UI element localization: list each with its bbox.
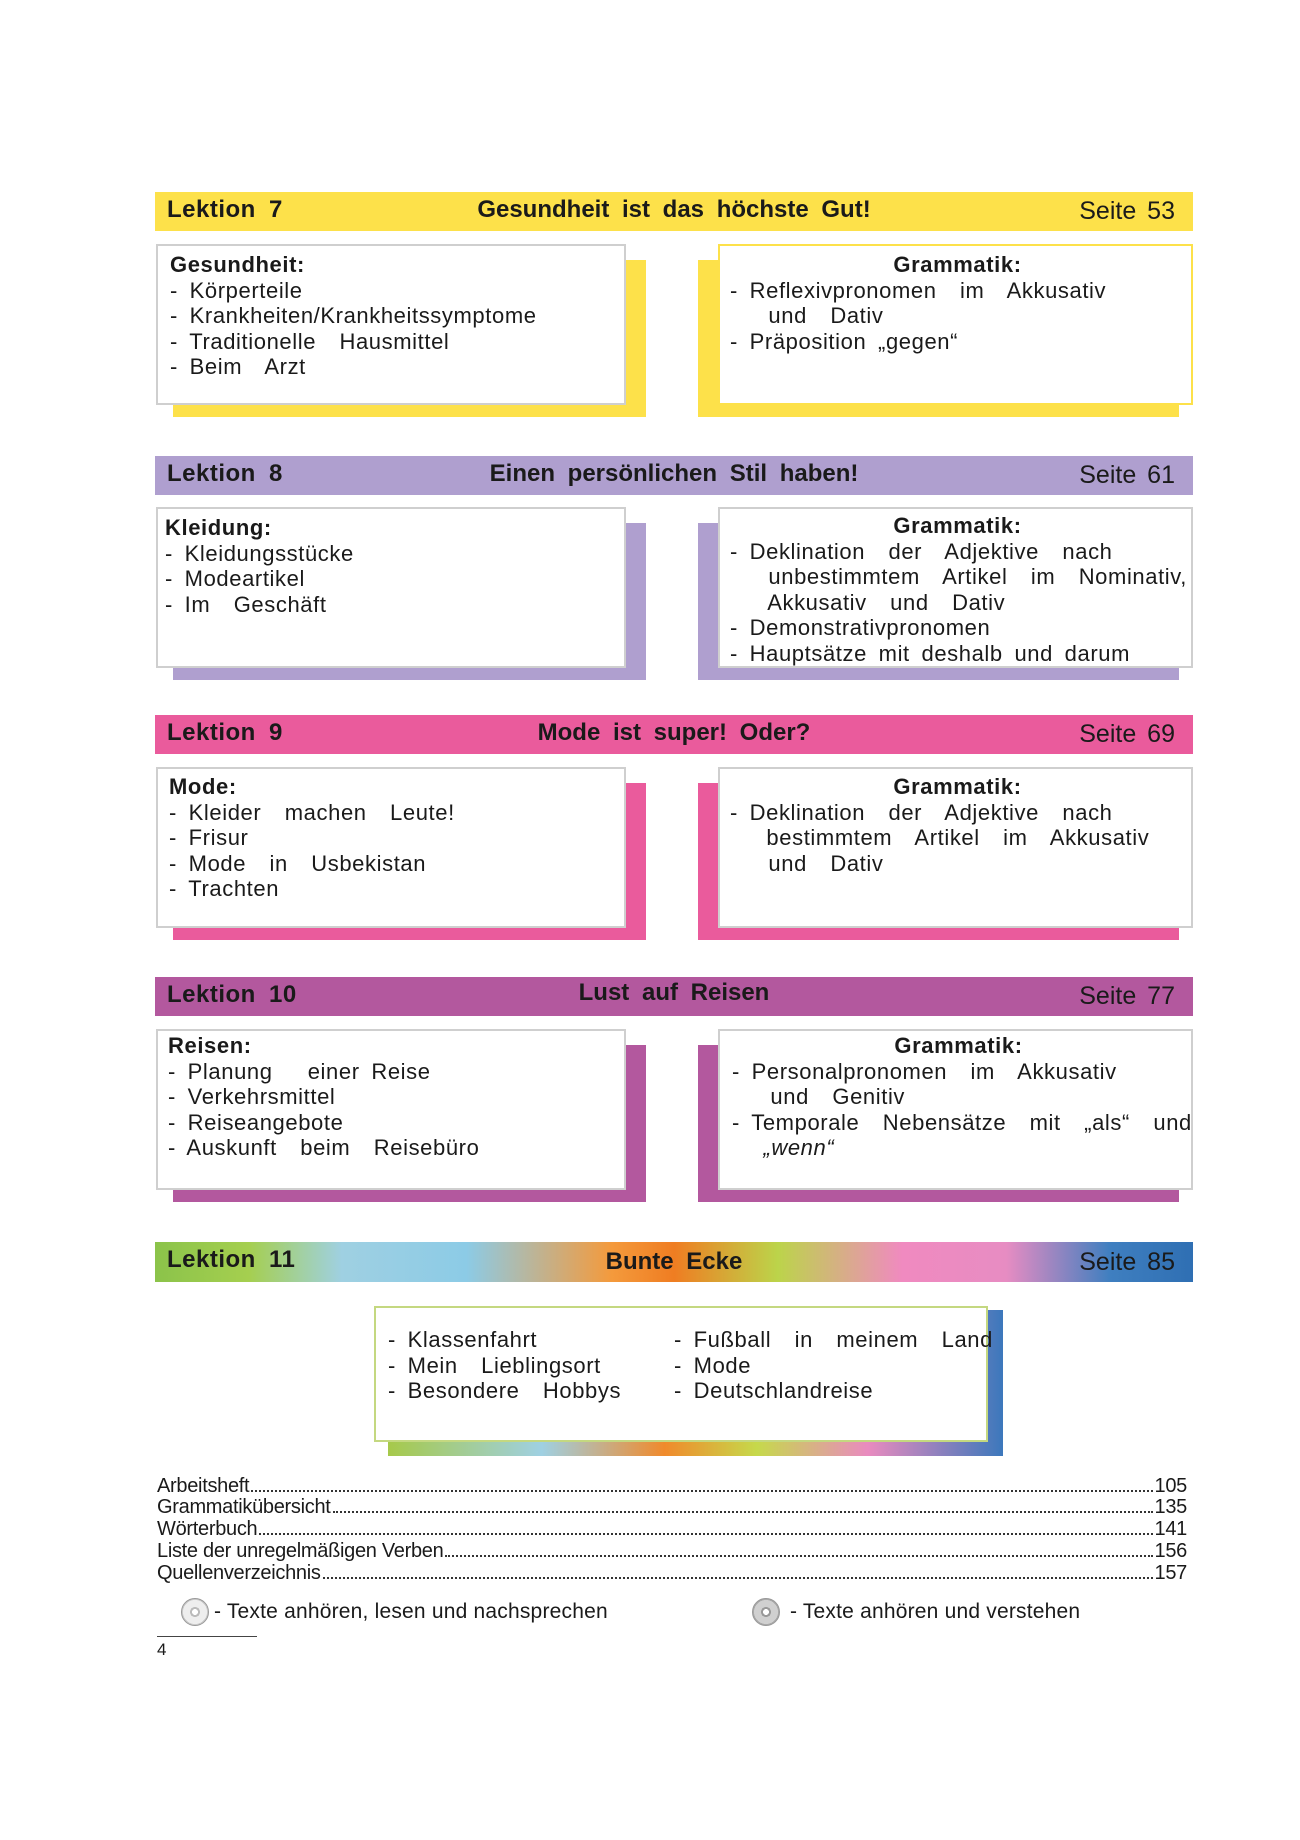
list-item: - Reflexivpronomen im Akkusativ: [730, 277, 1107, 303]
lesson-7-topics-heading: Gesundheit:: [170, 252, 305, 277]
toc-label: Grammatikübersicht: [157, 1496, 331, 1518]
list-item: - Demonstrativpronomen: [730, 615, 991, 640]
lesson-10-grammar-heading: Grammatik:: [894, 1033, 1023, 1058]
lesson-9-header: [155, 715, 1193, 754]
lesson-8-header: [155, 456, 1193, 495]
list-item: - Kleidungsstücke: [165, 540, 354, 566]
list-item: und Dativ: [745, 850, 884, 876]
lesson-9-topics-box: [156, 767, 626, 928]
lesson-8-topics-heading: Kleidung:: [165, 515, 272, 540]
list-item: - Klassenfahrt: [388, 1327, 538, 1352]
lesson-8-grammar-heading: Grammatik:: [893, 513, 1022, 538]
toc-label: Liste der unregelmäßigen Verben: [157, 1540, 444, 1562]
toc-row-unregelmaessige-verben: [157, 1541, 1187, 1563]
list-item: - Frisur: [169, 825, 249, 850]
toc-label: Arbeitsheft: [157, 1475, 250, 1497]
lesson-7-grammar-heading: Grammatik:: [893, 252, 1022, 277]
lesson-9-grammar-heading: Grammatik:: [893, 774, 1022, 799]
lesson-11-title: Bunte Ecke: [605, 1248, 743, 1275]
lesson-10-topics-box: [156, 1029, 626, 1190]
list-item: „wenn“: [740, 1135, 835, 1160]
lesson-7-page: Seite 53: [1079, 197, 1175, 225]
toc-page: 141: [1154, 1518, 1187, 1540]
list-item: - Hauptsätze mit deshalb und darum: [730, 640, 1131, 666]
lesson-10-page: Seite 77: [1079, 982, 1175, 1010]
toc-row-grammatikuebersicht: [157, 1497, 1187, 1519]
toc-dots: [251, 1490, 1152, 1492]
toc-row-woerterbuch: [157, 1519, 1187, 1541]
toc-dots: [445, 1555, 1152, 1557]
lesson-9-title: Mode ist super! Oder?: [537, 719, 811, 746]
lesson-8-grammar-box: [718, 507, 1193, 668]
list-item: - Im Geschäft: [165, 591, 327, 617]
list-item: - Mode in Usbekistan: [169, 850, 427, 876]
lesson-7-label: Lektion 7: [167, 196, 283, 223]
list-item: und Dativ: [745, 303, 884, 328]
lesson-11-label: Lektion 11: [167, 1246, 296, 1273]
list-item: - Modeartikel: [165, 566, 305, 591]
lesson-7-title: Gesundheit ist das höchste Gut!: [477, 196, 871, 223]
toc-label: Quellenverzeichnis: [157, 1562, 321, 1584]
legend-listen-understand: - Texte anhören und verstehen: [790, 1600, 1081, 1623]
list-item: - Personalpronomen im Akkusativ: [732, 1058, 1117, 1084]
lesson-8-label: Lektion 8: [167, 460, 283, 487]
list-item: Akkusativ und Dativ: [745, 589, 1006, 615]
lesson-9-label: Lektion 9: [167, 719, 283, 746]
list-item: bestimmtem Artikel im Akkusativ: [743, 825, 1150, 850]
lesson-8-title: Einen persönlichen Stil haben!: [489, 460, 859, 487]
lesson-9-topics-heading: Mode:: [169, 774, 237, 799]
toc-page: 157: [1154, 1562, 1187, 1584]
lesson-7-topics-box: [156, 244, 626, 405]
list-item: - Besondere Hobbys: [388, 1378, 622, 1403]
list-item: - Mode: [674, 1352, 752, 1378]
list-item: und Genitiv: [747, 1084, 906, 1109]
list-item: - Präposition „gegen“: [730, 328, 959, 354]
toc-dots: [333, 1511, 1153, 1513]
lesson-7-grammar-box: [718, 244, 1193, 405]
list-item: - Mein Lieblingsort: [388, 1352, 601, 1378]
cd-icon: [181, 1598, 209, 1626]
lesson-8-page: Seite 61: [1079, 461, 1175, 489]
lesson-11-box: [374, 1306, 993, 1442]
lesson-9-grammar-box: [718, 767, 1193, 928]
lesson-8-topics-box: [156, 507, 626, 668]
list-item: - Auskunft beim Reisebüro: [168, 1135, 480, 1160]
toc-page: 135: [1154, 1496, 1187, 1518]
list-item: - Körperteile: [170, 277, 303, 303]
cd-icon: [752, 1598, 780, 1626]
list-item: - Deklination der Adjektive nach: [730, 799, 1113, 825]
lesson-7-header: [155, 192, 1193, 231]
toc-label: Wörterbuch: [157, 1518, 258, 1540]
toc-dots: [259, 1533, 1152, 1535]
page-number: 4: [157, 1640, 167, 1659]
list-item: - Verkehrsmittel: [168, 1084, 336, 1109]
list-item: - Reiseangebote: [168, 1109, 344, 1135]
toc-row-quellenverzeichnis: [157, 1563, 1187, 1585]
lesson-10-title: Lust auf Reisen: [578, 979, 770, 1006]
list-item: unbestimmtem Artikel im Nominativ,: [745, 564, 1187, 589]
page-number-rule: [157, 1636, 257, 1637]
lesson-11-header: [155, 1242, 1193, 1282]
list-item: - Krankheiten/Krankheitssymptome: [170, 303, 537, 328]
lesson-10-label: Lektion 10: [167, 981, 297, 1008]
list-item: - Beim Arzt: [170, 354, 306, 379]
lesson-10-topics-heading: Reisen:: [168, 1033, 252, 1058]
legend-listen-read-repeat: - Texte anhören, lesen und nachsprechen: [214, 1600, 608, 1623]
list-item: - Deklination der Adjektive nach: [730, 538, 1113, 564]
lesson-9-page: Seite 69: [1079, 720, 1175, 748]
toc-page: 105: [1154, 1475, 1187, 1497]
list-item: - Traditionelle Hausmittel: [170, 328, 450, 354]
list-item: - Temporale Nebensätze mit „als“ und: [732, 1109, 1192, 1135]
list-item: - Deutschlandreise: [674, 1378, 874, 1403]
list-item: - Kleider machen Leute!: [169, 799, 455, 825]
lesson-10-header: [155, 977, 1193, 1016]
toc-dots: [323, 1577, 1153, 1579]
list-item: - Trachten: [169, 876, 280, 901]
list-item: - Fußball in meinem Land: [674, 1327, 993, 1352]
toc-page: 156: [1154, 1540, 1187, 1562]
lesson-11-page: Seite 85: [1079, 1248, 1175, 1276]
lesson-10-grammar-box: [718, 1029, 1193, 1190]
toc-row-arbeitsheft: [157, 1476, 1187, 1498]
list-item: - Planung einer Reise: [168, 1058, 431, 1084]
